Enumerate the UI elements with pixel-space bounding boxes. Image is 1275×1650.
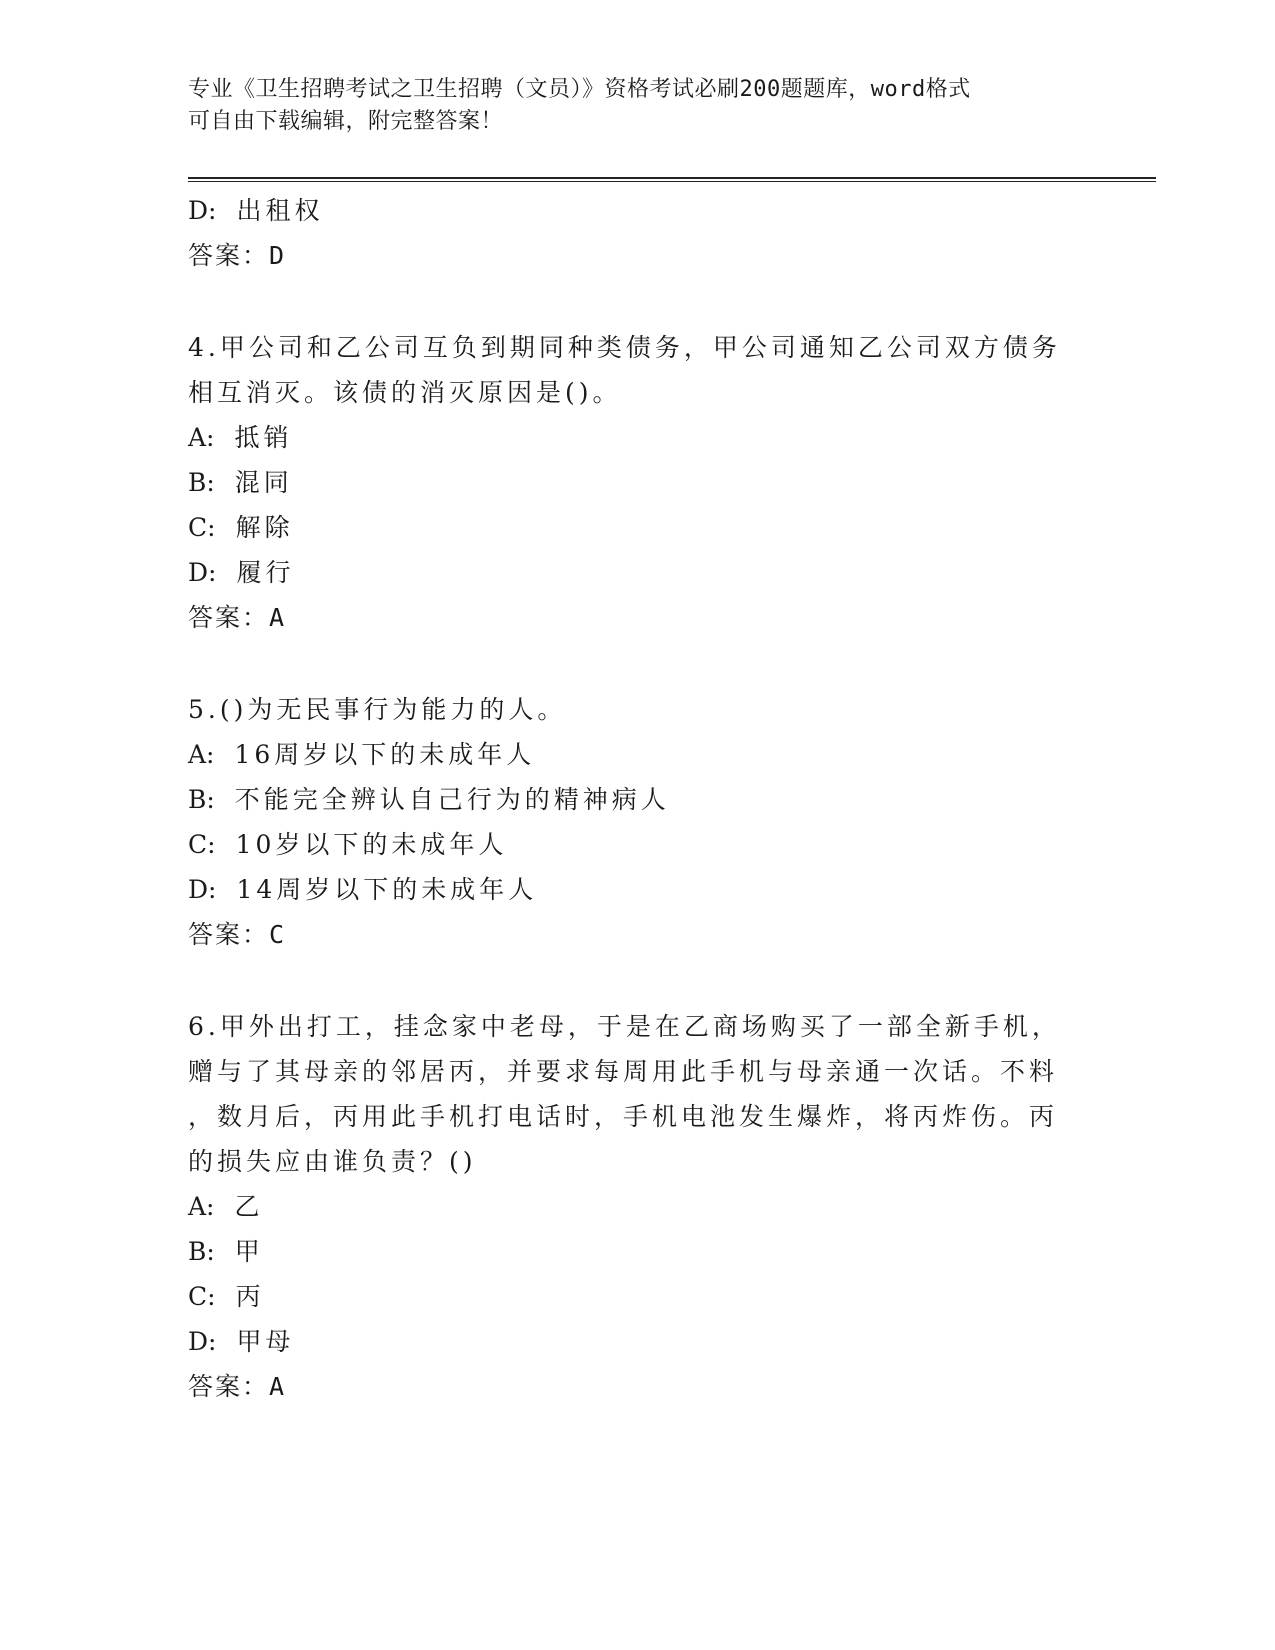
option-c bbox=[188, 822, 1088, 867]
answer-line bbox=[188, 1364, 1088, 1409]
option-key: A: bbox=[188, 1192, 215, 1221]
answer-value: D bbox=[269, 241, 285, 270]
answer-label: 答案： bbox=[188, 920, 270, 949]
option-text: 丙 bbox=[235, 1282, 265, 1311]
option-text: 解除 bbox=[235, 513, 294, 542]
answer-line bbox=[188, 912, 1088, 957]
answer-label: 答案： bbox=[188, 1372, 270, 1401]
option-text: 出租权 bbox=[236, 196, 324, 225]
option-text: 乙 bbox=[234, 1192, 264, 1221]
option-key: C: bbox=[188, 1282, 216, 1311]
header-line-1: 专业《卫生招聘考试之卫生招聘（文员）》资格考试必刷200题题库，word格式 bbox=[188, 77, 971, 102]
question-4 bbox=[188, 325, 1088, 640]
question-stem-line: ，数月后，丙用此手机打电话时，手机电池发生爆炸，将丙炸伤。丙 bbox=[188, 1102, 1059, 1131]
question-stem-line: 相互消灭。该债的消灭原因是()。 bbox=[188, 378, 622, 407]
question-stem-line: 6.甲外出打工，挂念家中老母，于是在乙商场购买了一部全新手机， bbox=[188, 1012, 1061, 1041]
option-a bbox=[188, 732, 1088, 777]
answer-value: C bbox=[269, 920, 285, 949]
option-a bbox=[188, 1184, 1088, 1229]
option-text: 14周岁以下的未成年人 bbox=[236, 875, 538, 904]
option-b bbox=[188, 1229, 1088, 1274]
question-stem-line: 的损失应由谁负责？() bbox=[188, 1147, 477, 1176]
option-d bbox=[188, 1319, 1088, 1364]
option-text: 混同 bbox=[234, 468, 293, 497]
answer-label: 答案： bbox=[188, 241, 270, 270]
option-key: D: bbox=[188, 875, 217, 904]
question-5 bbox=[188, 687, 1088, 957]
option-d bbox=[188, 550, 1088, 595]
header-divider bbox=[188, 177, 1156, 182]
option-text: 抵销 bbox=[234, 423, 293, 452]
question-6 bbox=[188, 1004, 1088, 1409]
answer-value: A bbox=[269, 1372, 285, 1401]
header-line-2: 可自由下载编辑，附完整答案！ bbox=[188, 109, 504, 134]
option-key: D: bbox=[188, 1327, 217, 1356]
option-key: B: bbox=[188, 785, 215, 814]
option-key: D: bbox=[188, 196, 217, 225]
option-d bbox=[188, 867, 1088, 912]
option-key: A: bbox=[188, 423, 215, 452]
option-text: 16周岁以下的未成年人 bbox=[234, 740, 536, 769]
option-key: A: bbox=[188, 740, 215, 769]
question-stem-line: 赠与了其母亲的邻居丙，并要求每周用此手机与母亲通一次话。不料 bbox=[188, 1057, 1059, 1086]
question-stem-line: 5.()为无民事行为能力的人。 bbox=[188, 695, 567, 724]
question-stem-line: 4.甲公司和乙公司互负到期同种类债务，甲公司通知乙公司双方债务 bbox=[188, 333, 1061, 362]
option-a bbox=[188, 415, 1088, 460]
option-text: 不能完全辨认自己行为的精神病人 bbox=[234, 785, 670, 814]
option-key: C: bbox=[188, 513, 216, 542]
option-b bbox=[188, 460, 1088, 505]
answer-value: A bbox=[269, 603, 285, 632]
option-c bbox=[188, 1274, 1088, 1319]
question-3-tail bbox=[188, 188, 1088, 278]
question-content bbox=[188, 188, 1088, 1409]
option-key: C: bbox=[188, 830, 216, 859]
option-text: 履行 bbox=[236, 558, 295, 587]
page-header bbox=[188, 74, 1068, 138]
option-key: B: bbox=[188, 468, 215, 497]
option-text: 甲母 bbox=[236, 1327, 295, 1356]
option-d bbox=[188, 188, 1088, 233]
answer-label: 答案： bbox=[188, 603, 270, 632]
option-c bbox=[188, 505, 1088, 550]
option-key: B: bbox=[188, 1237, 215, 1266]
answer-line bbox=[188, 233, 1088, 278]
option-text: 10岁以下的未成年人 bbox=[235, 830, 508, 859]
option-text: 甲 bbox=[234, 1237, 264, 1266]
answer-line bbox=[188, 595, 1088, 640]
option-b bbox=[188, 777, 1088, 822]
option-key: D: bbox=[188, 558, 217, 587]
